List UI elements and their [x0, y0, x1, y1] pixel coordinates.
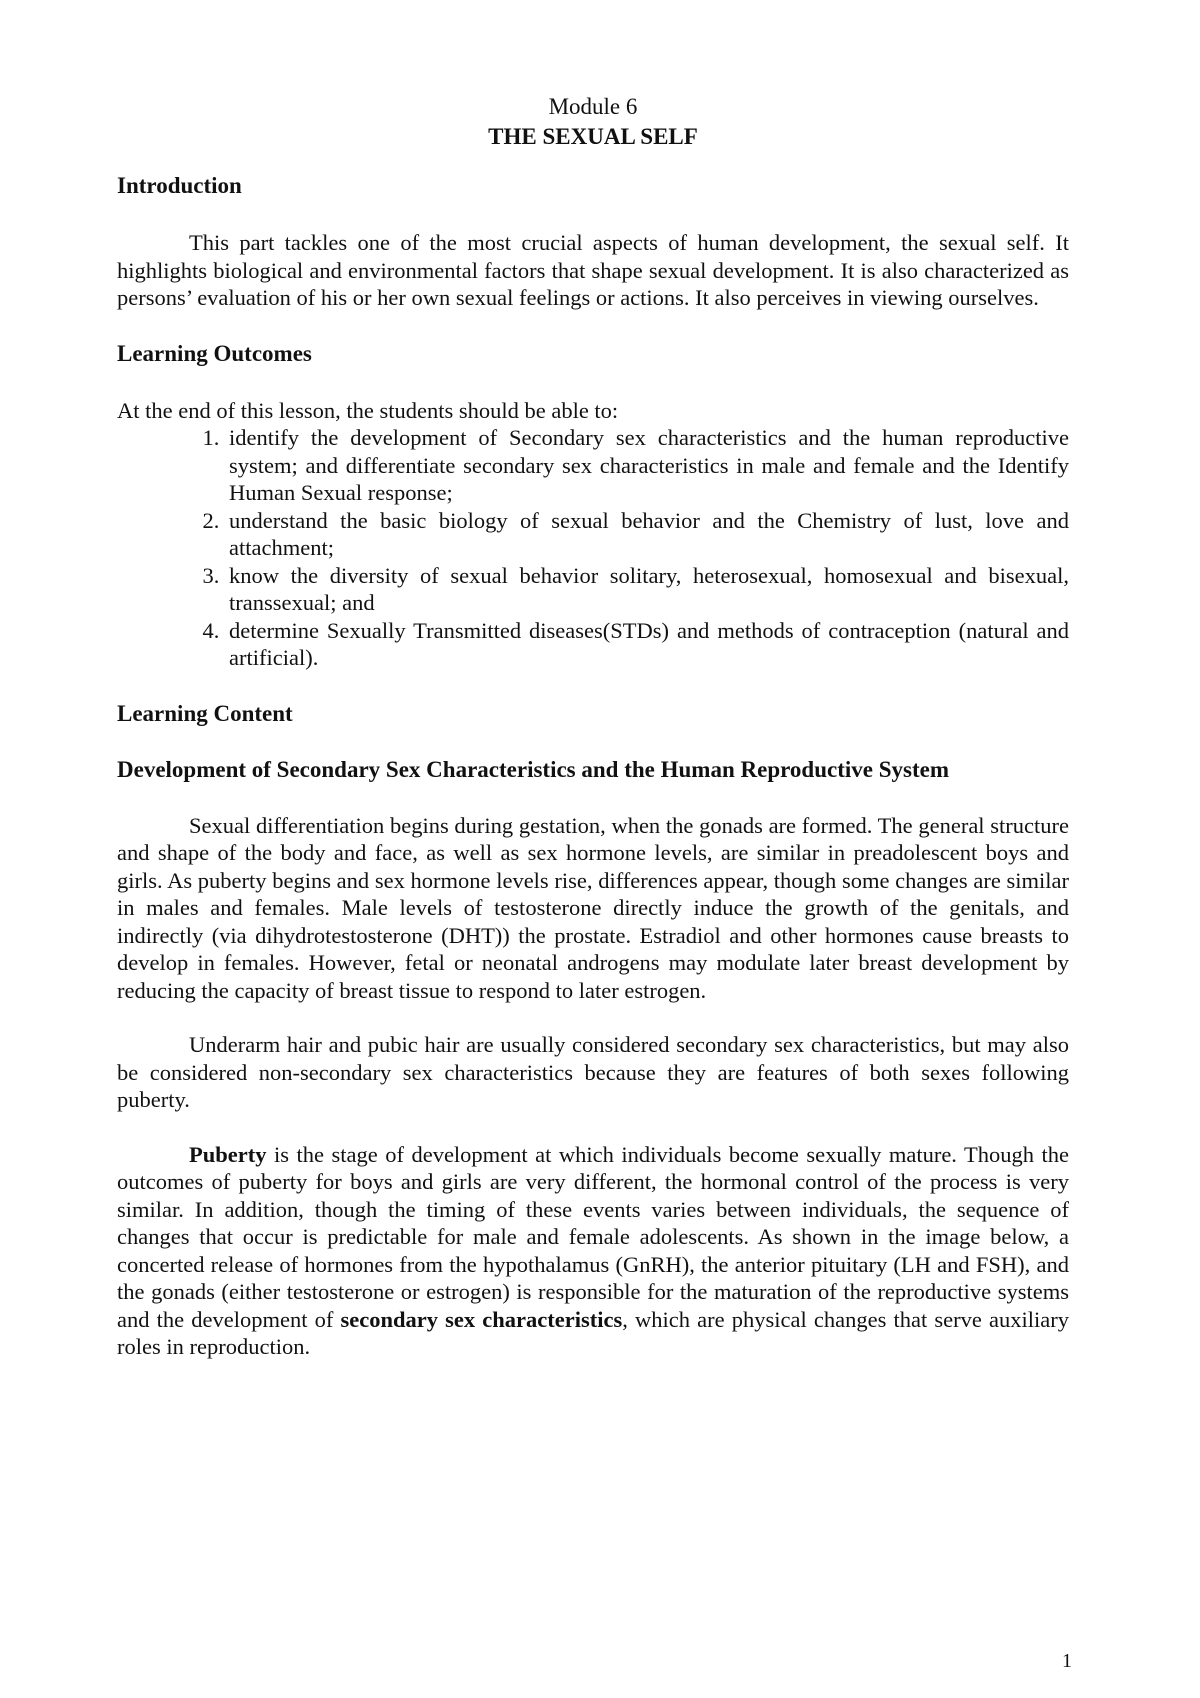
module-title: THE SEXUAL SELF — [488, 124, 698, 149]
page-number: 1 — [1062, 1650, 1072, 1672]
learning-outcomes-heading: Learning Outcomes — [117, 340, 312, 366]
learning-outcomes-list — [117, 424, 1069, 672]
content-paragraph-3 — [117, 1141, 1069, 1361]
list-item: 4. determine Sexually Transmitted diseases(STDs) and methods of contraception (natural and artificial). — [225, 617, 1069, 672]
secondary-sex-characteristics-term: secondary sex characteristics — [340, 1306, 623, 1332]
list-item: 2. understand the basic biology of sexual behavior and the Chemistry of lust, love and attachment; — [225, 507, 1069, 562]
paragraph-3-text-a: is the stage of development at which individuals become sexually mature. Though the outcomes of puberty for boys and girls are very different, the hormonal control of the process is very similar. In addition, though the timing of these events varies between individuals, the sequence of changes that occur is predictable for male and female adolescents. As shown in the image below, a concerted release of hormones from the hypothalamus (GnRH), the anterior pituitary (LH and FSH), and the gonads (either testosterone or estrogen) is responsible for the maturation of the reproductive systems and the development of — [117, 1141, 1069, 1332]
module-label: Module 6 — [548, 94, 638, 119]
section-subheading: Development of Secondary Sex Characteristics and the Human Reproductive System — [117, 756, 949, 782]
document-page — [117, 92, 1069, 1361]
paragraph-3-text-b: , which are physical changes that serve auxiliary roles in reproduction. — [117, 1306, 1069, 1359]
introduction-heading: Introduction — [117, 173, 242, 198]
list-item: 3. know the diversity of sexual behavior solitary, heterosexual, homosexual and bisexual, transsexual; and — [225, 562, 1069, 617]
list-item: 1. identify the development of Secondary sex characteristics and the human reproductive system; and differentiate secondary sex characteristics in male and female and the Identify Human Sexual response; — [225, 424, 1069, 507]
content-paragraph-1: Sexual differentiation begins during gestation, when the gonads are formed. The general structure and shape of the body and face, as well as sex hormone levels, are similar in preadolescent boys and girls. As puberty begins and sex hormone levels rise, differences appear, though some changes are similar in males and females. Male levels of testosterone directly induce the growth of the genitals, and indirectly (via dihydrotestosterone (DHT)) the prostate. Estradiol and other hormones cause breasts to develop in females. However, fetal or neonatal androgens may modulate later breast development by reducing the capacity of breast tissue to respond to later estrogen. — [117, 812, 1069, 1003]
introduction-paragraph: This part tackles one of the most crucial aspects of human development, the sexual self. It highlights biological and environmental factors that shape sexual development. It is also characterized as persons’ evaluation of his or her own sexual feelings or actions. It also perceives in viewing ourselves. — [117, 230, 1069, 310]
content-paragraph-2: Underarm hair and pubic hair are usually considered secondary sex characteristics, but may also be considered non-secondary sex characteristics because they are features of both sexes following puberty. — [117, 1032, 1069, 1112]
learning-outcomes-lead: At the end of this lesson, the students should be able to: — [117, 397, 619, 423]
learning-content-heading: Learning Content — [117, 700, 293, 726]
puberty-term: Puberty — [189, 1141, 267, 1167]
